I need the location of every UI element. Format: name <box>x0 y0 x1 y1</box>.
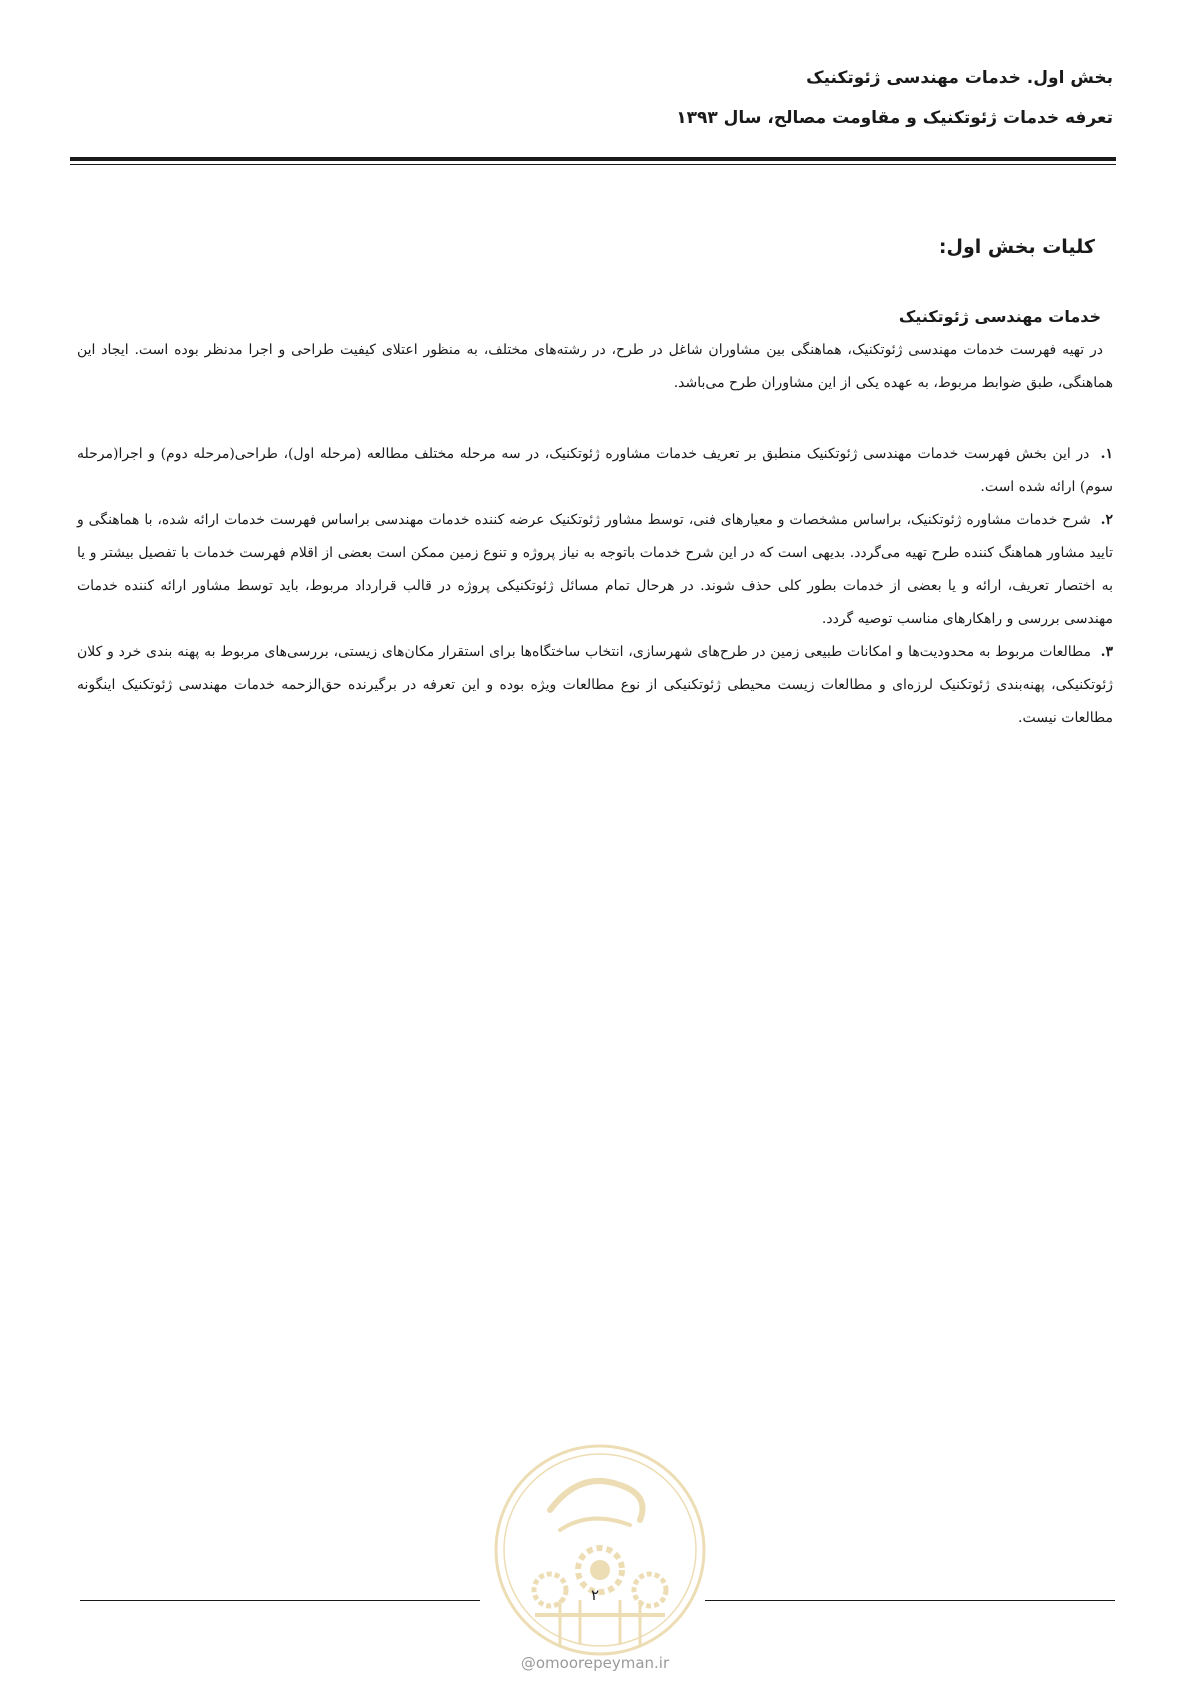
header-divider-thin <box>70 164 1116 165</box>
subsection-heading: خدمات مهندسی ژئوتکنیک <box>898 307 1101 326</box>
list-item-text: در این بخش فهرست خدمات مهندسی ژئوتکنیک منطبق بر تعریف خدمات مشاوره ژئوتکنیک، در سه مرحله مختلف مطالعه (مرحله اول)، طراحی(مرحله دوم) و اجرا(مرحله سوم) ارائه شده است. <box>77 446 1113 495</box>
list-item-number: ۳. <box>1100 644 1113 660</box>
header-document-title: تعرفه خدمات ژئوتکنیک و مقاومت مصالح، سال ۱۳۹۳ <box>676 108 1113 128</box>
list-item <box>77 636 1113 735</box>
list-item-number: ۱. <box>1100 446 1113 462</box>
list-item-text: مطالعات مربوط به محدودیت‌ها و امکانات طبیعی زمین در طرح‌های شهرسازی، انتخاب ساختگاه‌ها برای استقرار مکان‌های زیستی، بررسی‌های مربوط به پهنه بندی خرد و کلان ژئوتکنیکی، پهنه‌بندی ژئوتکنیک لرزه‌ای و مطالعات زیست محیطی ژئوتکنیکی از نوع مطالعات ویژه بوده و این تعرفه در برگیرنده حق‌الزحمه خدمات مهندسی ژئوتکنیک اینگونه مطالعات نیست. <box>77 644 1113 726</box>
paragraph-spacer <box>77 400 1113 438</box>
list-item-text: شرح خدمات مشاوره ژئوتکنیک، براساس مشخصات و معیارهای فنی، توسط مشاور ژئوتکنیک عرضه کننده خدمات مهندسی براساس فهرست خدمات ارائه شده، با هماهنگی و تایید مشاور هماهنگ کننده طرح تهیه می‌گردد. بدیهی است که در این شرح خدمات باتوجه به نیاز پروژه و تنوع زمین ممکن است بعضی از اقلام فهرست خدمات با تفصیل بیشتر و یا به اختصار تعریف، ارائه و یا بعضی از خدمات بطور کلی حذف شوند. در هرحال تمام مسائل ژئوتکنیکی پروژه در قالب قرارداد مربوط، باید توسط مشاور ارائه کننده خدمات مهندسی بررسی و راهکارهای مناسب توصیه گردد. <box>77 512 1113 627</box>
watermark-seal-icon <box>490 1440 710 1660</box>
intro-paragraph: در تهیه فهرست خدمات مهندسی ژئوتکنیک، هماهنگی بین مشاوران شاغل در طرح، در رشته‌های مختلف، به منظور اعتلای کیفیت طراحی و اجرا مدنظر بوده است. ایجاد این هماهنگی، طبق ضوابط مربوط، به عهده یکی از این مشاوران طرح می‌باشد. <box>77 342 1113 391</box>
list-item <box>77 504 1113 636</box>
page-header <box>73 58 1113 138</box>
header-section-title: بخش اول. خدمات مهندسی ژئوتکنیک <box>806 68 1113 88</box>
watermark-url: @omoorepeyman.ir <box>520 1654 670 1672</box>
page-number: ۲ <box>590 1586 600 1604</box>
list-item <box>77 438 1113 504</box>
footer-divider-right <box>705 1600 1115 1601</box>
header-divider-thick <box>70 157 1116 161</box>
page-content <box>77 228 1113 735</box>
list-item-number: ۲. <box>1100 512 1113 528</box>
section-heading: کلیات بخش اول: <box>938 236 1095 258</box>
footer-divider-left <box>80 1600 480 1601</box>
